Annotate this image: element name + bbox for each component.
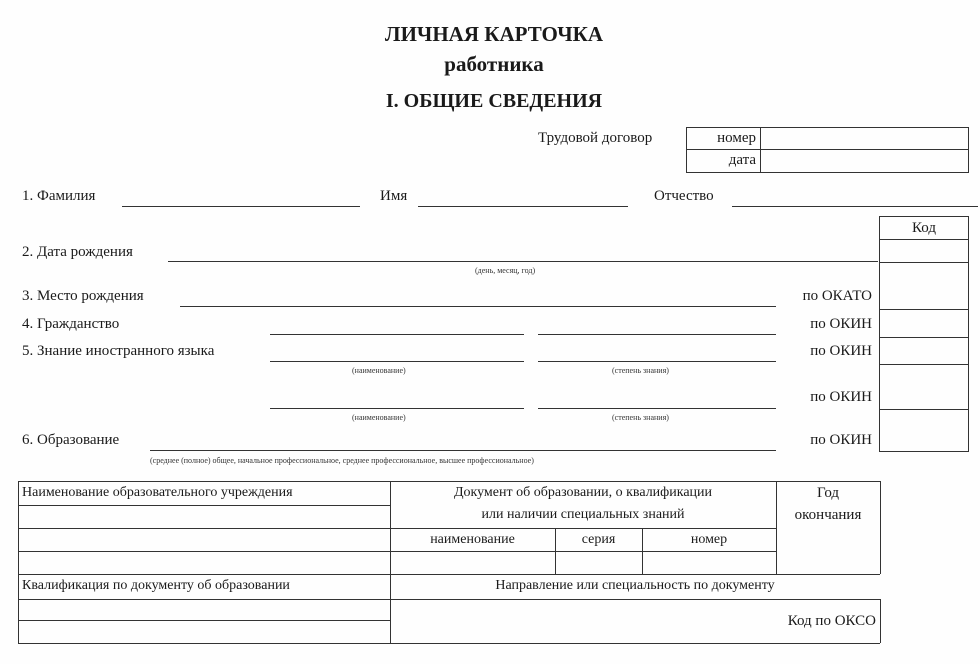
language-level-hint-1: (степень знания) <box>612 366 669 375</box>
contract-number-field[interactable] <box>764 130 964 148</box>
contract-date-label: дата <box>728 152 756 168</box>
doc-series-header: серия <box>581 532 616 547</box>
language-okin-label-1: по ОКИН <box>810 343 872 359</box>
citizenship-label: 4. Гражданство <box>22 316 120 332</box>
contract-number-label: номер <box>717 130 756 146</box>
education-okin-label: по ОКИН <box>810 432 872 448</box>
language-okin-label-2: по ОКИН <box>810 389 872 405</box>
education-label: 6. Образование <box>22 432 120 448</box>
language-name-field-2[interactable] <box>270 408 524 409</box>
language-level-field-1[interactable] <box>538 361 776 362</box>
birth-place-label: 3. Место рождения <box>22 288 144 304</box>
citizenship-field-1[interactable] <box>270 334 524 335</box>
birth-date-hint: (день, месяц, год) <box>475 266 536 275</box>
qualification-header: Квалификация по документу об образовании <box>22 578 290 593</box>
doc-number-header: номер <box>690 532 728 547</box>
doc-name-header: наименование <box>430 532 515 547</box>
document-header-line1: Документ об образовании, о квалификации <box>453 485 713 500</box>
section-title: I. ОБЩИЕ СВЕДЕНИЯ <box>385 90 603 112</box>
language-name-hint-1: (наименование) <box>352 366 406 375</box>
birth-date-field[interactable] <box>168 261 878 262</box>
okato-label: по ОКАТО <box>802 288 872 304</box>
institution-header: Наименование образовательного учреждения <box>22 485 293 500</box>
birth-date-label: 2. Дата рождения <box>22 244 133 260</box>
language-name-field-1[interactable] <box>270 361 524 362</box>
patronymic-field[interactable] <box>732 206 978 207</box>
language-name-hint-2: (наименование) <box>352 413 406 422</box>
language-level-hint-2: (степень знания) <box>612 413 669 422</box>
name-field[interactable] <box>418 206 628 207</box>
code-header: Код <box>912 220 936 236</box>
okso-label: Код по ОКСО <box>787 613 876 629</box>
birth-place-field[interactable] <box>180 306 776 307</box>
year-header-line1: Год <box>816 485 840 501</box>
citizenship-field-2[interactable] <box>538 334 776 335</box>
document-header-line2: или наличии специальных знаний <box>481 507 685 522</box>
form-title: ЛИЧНАЯ КАРТОЧКА <box>384 22 604 46</box>
year-header-line2: окончания <box>794 507 862 523</box>
education-field[interactable] <box>150 450 776 451</box>
specialty-header: Направление или специальность по документу <box>495 578 775 593</box>
language-level-field-2[interactable] <box>538 408 776 409</box>
patronymic-label: Отчество <box>654 188 714 204</box>
surname-field[interactable] <box>122 206 360 207</box>
form-subtitle: работника <box>444 52 544 76</box>
citizenship-okin-label: по ОКИН <box>810 316 872 332</box>
surname-label: 1. Фамилия <box>22 188 96 204</box>
contract-date-field[interactable] <box>764 152 964 170</box>
language-label: 5. Знание иностранного языка <box>22 343 215 359</box>
name-label: Имя <box>380 188 408 204</box>
education-hint: (среднее (полное) общее, начальное профессиональное, среднее профессиональное, высшее профессиональное) <box>150 456 534 465</box>
contract-label: Трудовой договор <box>538 130 653 146</box>
